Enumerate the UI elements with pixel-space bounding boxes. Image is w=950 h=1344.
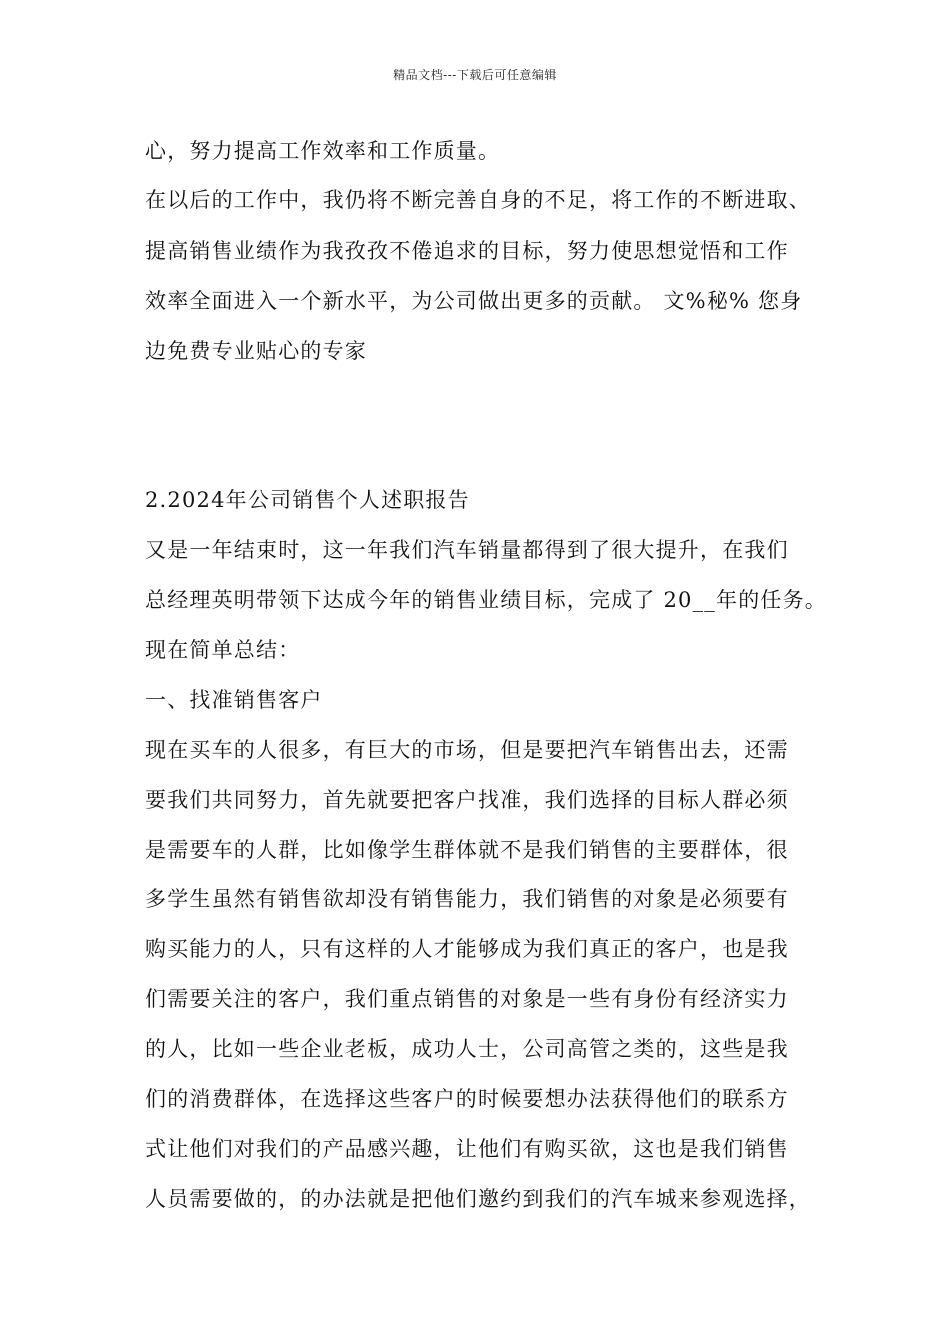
body-line: 是需要车的人群，比如像学生群体就不是我们销售的主要群体，很 bbox=[145, 838, 789, 862]
body-line: 人员需要做的，的办法就是把他们邀约到我们的汽车城来参观选择， bbox=[145, 1187, 811, 1211]
body-line: 式让他们对我们的产品感兴趣，让他们有购买欲，这也是我们销售 bbox=[145, 1137, 789, 1161]
body-line: 要我们共同努力，首先就要把客户找准，我们选择的目标人群必须 bbox=[145, 788, 789, 812]
section-title: 2.2024年公司销售个人述职报告 bbox=[145, 488, 470, 512]
body-line: 的人，比如一些企业老板，成功人士，公司高管之类的，这些是我 bbox=[145, 1037, 789, 1061]
body-line: 现在买车的人很多，有巨大的市场，但是要把汽车销售出去，还需 bbox=[145, 738, 789, 762]
body-line: 又是一年结束时，这一年我们汽车销量都得到了很大提升，在我们 bbox=[145, 538, 789, 562]
body-line: 们需要关注的客户，我们重点销售的对象是一些有身份有经济实力 bbox=[145, 987, 789, 1011]
body-line: 购买能力的人，只有这样的人才能够成为我们真正的客户，也是我 bbox=[145, 937, 789, 961]
body-line: 现在简单总结： bbox=[145, 638, 301, 662]
body-line: 多学生虽然有销售欲却没有销售能力，我们销售的对象是必须要有 bbox=[145, 887, 789, 911]
body-line: 边免费专业贴心的专家 bbox=[145, 339, 367, 363]
body-line: 在以后的工作中，我仍将不断完善自身的不足，将工作的不断进取、 bbox=[145, 188, 811, 212]
body-line: 心，努力提高工作效率和工作质量。 bbox=[145, 139, 501, 163]
body-line: 效率全面进入一个新水平，为公司做出更多的贡献。 文%秘% 您身 bbox=[145, 289, 803, 313]
page-header: 精品文档---下载后可任意编辑 bbox=[393, 68, 557, 82]
body-line: 们的消费群体，在选择这些客户的时候要想办法获得他们的联系方 bbox=[145, 1087, 789, 1111]
subsection-heading: 一、找准销售客户 bbox=[145, 688, 323, 712]
body-line: 总经理英明带领下达成今年的销售业绩目标，完成了 20__年的任务。 bbox=[145, 588, 827, 612]
body-line: 提高销售业绩作为我孜孜不倦追求的目标，努力使思想觉悟和工作 bbox=[145, 239, 789, 263]
